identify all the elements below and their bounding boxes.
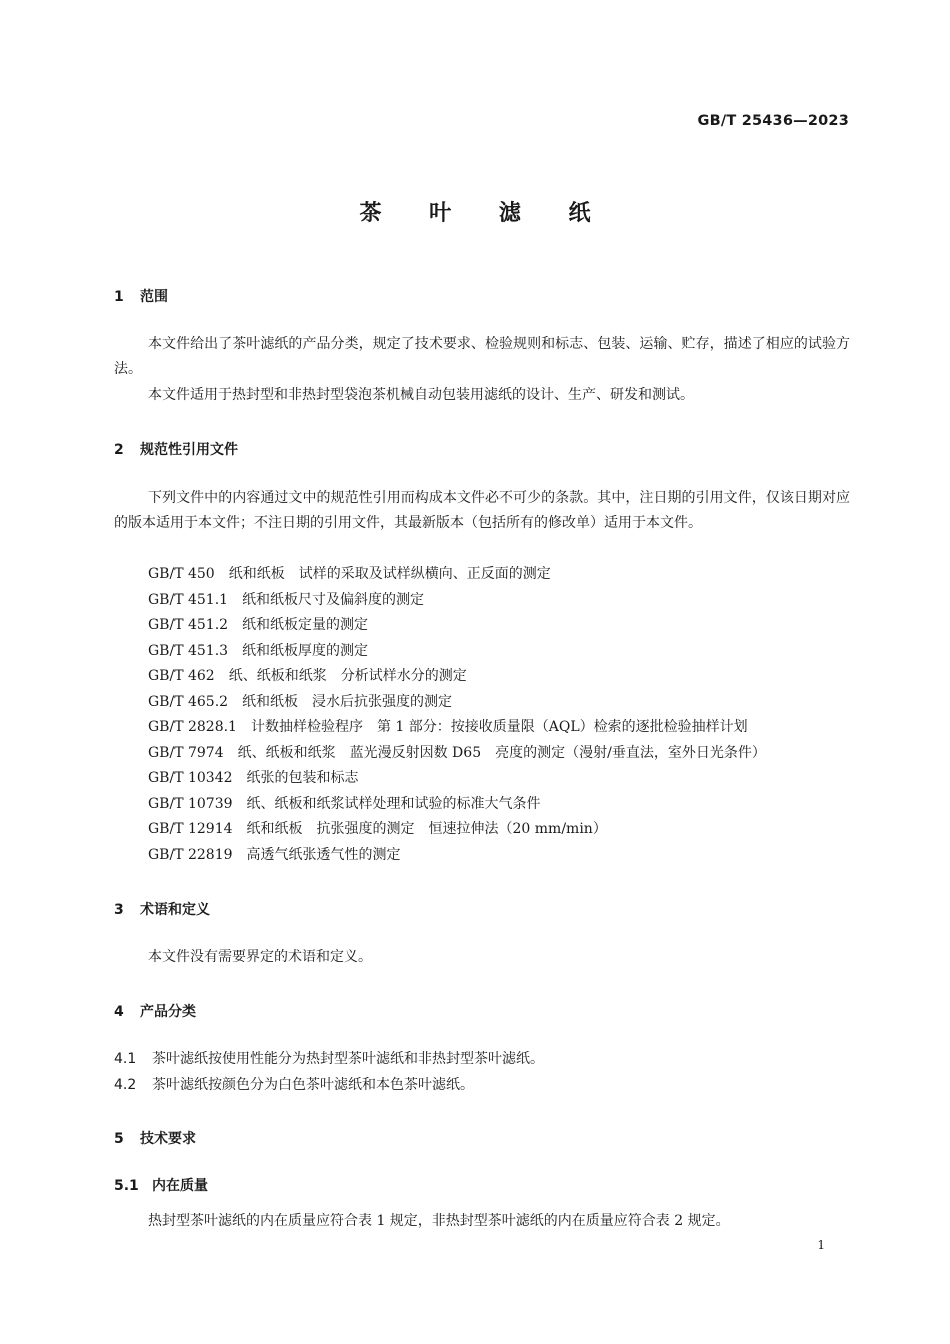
reference-title: 纸和纸板定量的测定 bbox=[242, 617, 369, 633]
clause-number: 4.1 bbox=[114, 1051, 137, 1067]
reference-line bbox=[148, 792, 541, 817]
section-2-intro: 下列文件中的内容通过文中的规范性引用而构成本文件必不可少的条款。其中，注日期的引用文件，仅该日期对应的版本适用于本文件；不注日期的引用文件，其最新版本（包括所有的修改单）适用于本文件。 bbox=[114, 490, 850, 531]
reference-title: 纸和纸板尺寸及偏斜度的测定 bbox=[242, 592, 425, 608]
reference-title: 纸和纸板 浸水后抗张强度的测定 bbox=[242, 694, 453, 710]
reference-code: GB/T 451.2 bbox=[148, 617, 229, 633]
section-title: 技术要求 bbox=[140, 1131, 196, 1147]
reference-title: 纸和纸板 抗张强度的测定 恒速拉伸法（20 mm/min） bbox=[246, 821, 607, 837]
reference-title: 纸、纸板和纸浆 分析试样水分的测定 bbox=[228, 668, 467, 684]
section-number: 4 bbox=[114, 1004, 124, 1020]
reference-code: GB/T 451.3 bbox=[148, 643, 229, 659]
section-number: 5.1 bbox=[114, 1178, 139, 1194]
reference-title: 纸和纸板 试样的采取及试样纵横向、正反面的测定 bbox=[228, 566, 551, 582]
reference-code: GB/T 12914 bbox=[148, 821, 233, 837]
reference-code: GB/T 10342 bbox=[148, 770, 233, 786]
reference-line bbox=[148, 639, 368, 664]
section-number: 5 bbox=[114, 1131, 124, 1147]
reference-code: GB/T 2828.1 bbox=[148, 719, 237, 735]
reference-code: GB/T 22819 bbox=[148, 847, 233, 863]
section-5-heading bbox=[114, 1128, 196, 1148]
section-title: 术语和定义 bbox=[140, 902, 210, 918]
reference-line bbox=[148, 715, 748, 740]
clause-number: 4.2 bbox=[114, 1077, 137, 1093]
standard-code: GB/T 25436—2023 bbox=[697, 113, 849, 129]
section-1-paragraph-2: 本文件适用于热封型和非热封型袋泡茶机械自动包装用滤纸的设计、生产、研发和测试。 bbox=[148, 387, 694, 403]
clause-text: 茶叶滤纸按颜色分为白色茶叶滤纸和本色茶叶滤纸。 bbox=[152, 1077, 474, 1093]
reference-title: 高透气纸张透气性的测定 bbox=[246, 847, 401, 863]
clause-text: 茶叶滤纸按使用性能分为热封型茶叶滤纸和非热封型茶叶滤纸。 bbox=[152, 1051, 544, 1067]
reference-line bbox=[148, 562, 551, 587]
section-title: 范围 bbox=[140, 289, 168, 305]
section-3-paragraph: 本文件没有需要界定的术语和定义。 bbox=[148, 949, 372, 965]
reference-code: GB/T 465.2 bbox=[148, 694, 229, 710]
reference-title: 纸张的包装和标志 bbox=[246, 770, 359, 786]
section-5-1-heading bbox=[114, 1175, 208, 1195]
reference-title: 纸、纸板和纸浆 蓝光漫反射因数 D65 亮度的测定（漫射/垂直法，室外日光条件） bbox=[237, 745, 766, 761]
reference-line bbox=[148, 843, 401, 868]
reference-code: GB/T 7974 bbox=[148, 745, 224, 761]
reference-code: GB/T 10739 bbox=[148, 796, 233, 812]
reference-line bbox=[148, 817, 607, 842]
reference-line bbox=[148, 588, 424, 613]
section-title: 规范性引用文件 bbox=[140, 442, 238, 458]
section-1-paragraph-1: 本文件给出了茶叶滤纸的产品分类，规定了技术要求、检验规则和标志、包装、运输、贮存，描述了相应的试验方法。 bbox=[114, 336, 850, 377]
reference-title: 纸、纸板和纸浆试样处理和试验的标准大气条件 bbox=[246, 796, 541, 812]
section-1-heading bbox=[114, 286, 168, 306]
section-4-heading bbox=[114, 1001, 196, 1021]
reference-line bbox=[148, 690, 452, 715]
section-number: 1 bbox=[114, 289, 124, 305]
section-5-1-paragraph: 热封型茶叶滤纸的内在质量应符合表 1 规定，非热封型茶叶滤纸的内在质量应符合表 2 规定。 bbox=[148, 1213, 730, 1229]
reference-code: GB/T 462 bbox=[148, 668, 215, 684]
reference-code: GB/T 451.1 bbox=[148, 592, 229, 608]
reference-title: 计数抽样检验程序 第 1 部分：按接收质量限（AQL）检索的逐批检验抽样计划 bbox=[250, 719, 748, 735]
reference-line bbox=[148, 613, 368, 638]
clause-4-2 bbox=[114, 1073, 474, 1098]
section-2-heading bbox=[114, 439, 238, 459]
page-number: 1 bbox=[817, 1238, 825, 1252]
section-3-heading bbox=[114, 899, 210, 919]
section-title: 产品分类 bbox=[140, 1004, 196, 1020]
section-number: 3 bbox=[114, 902, 124, 918]
reference-line bbox=[148, 766, 359, 791]
clause-4-1 bbox=[114, 1047, 544, 1072]
section-number: 2 bbox=[114, 442, 124, 458]
reference-line bbox=[148, 741, 766, 766]
section-title: 内在质量 bbox=[152, 1178, 208, 1194]
document-title: 茶 叶 滤 纸 bbox=[359, 201, 611, 226]
reference-line bbox=[148, 664, 467, 689]
reference-title: 纸和纸板厚度的测定 bbox=[242, 643, 369, 659]
reference-code: GB/T 450 bbox=[148, 566, 215, 582]
